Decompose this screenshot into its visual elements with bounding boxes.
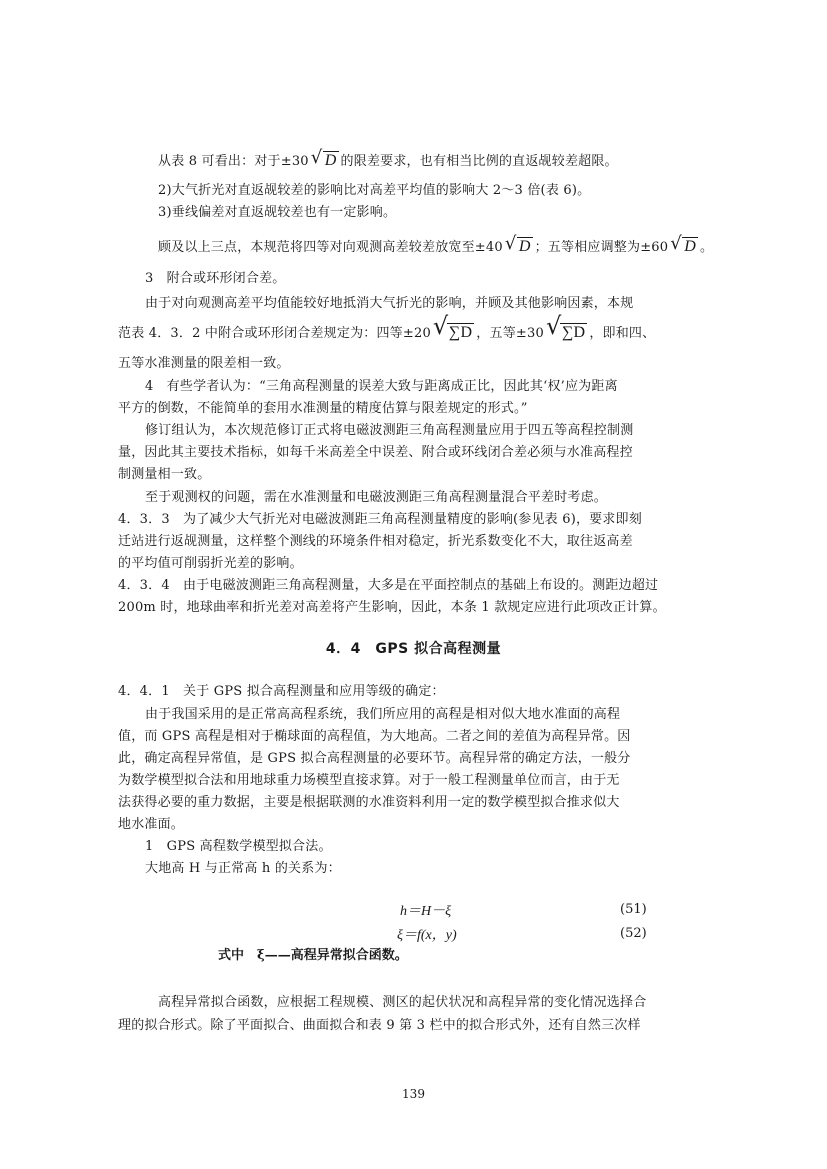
paragraph-line: 此，确定高程异常值，是 GPS 拟合高程测量的必要环节。高程异常的确定方法，一般分	[118, 751, 631, 766]
paragraph-line: 4．3．4 由于电磁波测距三角高程测量，大多是在平面控制点的基础上布设的。测距边超过	[118, 578, 659, 593]
formula-where-clause: 式中 ξ——高程异常拟合函数。	[218, 948, 408, 963]
formula-52: ξ＝f(x，y)	[397, 928, 457, 943]
formula-number-51: (51)	[620, 902, 647, 917]
paragraph-line	[158, 152, 618, 171]
paragraph-line: 法获得必要的重力数据，主要是根据联测的水准资料利用一定的数学模型拟合推求似大	[118, 795, 620, 810]
sqrt-sum-symbol	[433, 324, 474, 343]
paragraph-line: 4 有些学者认为：“三角高程测量的误差大致与距离成正比，因此其‘权’应为距离	[145, 379, 618, 394]
sqrt-symbol	[670, 238, 698, 257]
paragraph-line: 的平均值可削弱折光差的影响。	[118, 556, 303, 571]
sqrt-symbol	[505, 238, 533, 257]
paragraph-line: 高程异常拟合函数，应根据工程规模、测区的起伏状况和高程异常的变化情况选择合	[158, 995, 647, 1010]
paragraph-line: 五等水准测量的限差相一致。	[118, 356, 290, 371]
paragraph-line: 值，而 GPS 高程是相对于椭球面的高程值，为大地高。二者之间的差值为高程异常。因	[118, 729, 631, 744]
sqrt-argument: ∑D	[448, 324, 473, 341]
sqrt-argument: D	[324, 152, 337, 169]
paragraph-line: 4．3．3 为了减少大气折光对电磁波测距三角高程测量精度的影响(参见表 6)，要求即刻	[118, 512, 642, 527]
text-segment: 范表 4．3．2 中附合或环形闭合差规定为：四等±20	[118, 326, 431, 341]
section-title: 4．4 GPS 拟合高程测量	[325, 641, 502, 657]
text-segment: 从表 8 可看出：对于±30	[158, 154, 309, 169]
paragraph-line: 200m 时，地球曲率和折光差对高差将产生影响，因此，本条 1 款规定应进行此项改正计算。	[118, 600, 666, 615]
sqrt-argument: D	[518, 238, 531, 255]
list-item: 3)垂线偏差对直返觇较差也有一定影响。	[158, 205, 397, 220]
text-segment: 顾及以上三点，本规范将四等对向观测高差较差放宽至±40	[158, 240, 503, 255]
page-number: 139	[402, 1087, 425, 1101]
text-segment: ，即和四、	[589, 326, 656, 341]
paragraph-line: 平方的倒数，不能简单的套用水准测量的精度估算与限差规定的形式。”	[118, 401, 528, 416]
paragraph-line: 量，因此其主要技术指标，如每千米高差全中误差、附合或环线闭合差必须与水准高程控	[118, 445, 633, 460]
sqrt-symbol	[311, 152, 339, 171]
text-segment: ，五等±30	[476, 326, 544, 341]
sqrt-sum-symbol	[546, 324, 587, 343]
text-segment: 的限差要求，也有相当比例的直返觇较差超限。	[340, 154, 618, 169]
formula-number-52: (52)	[620, 926, 647, 941]
sqrt-argument: ∑D	[561, 324, 586, 341]
paragraph-line: 迁站进行返觇测量，这样整个测线的环境条件相对稳定，折光系数变化不大，取往返高差	[118, 534, 633, 549]
paragraph-line: 由于对向观测高差平均值能较好地抵消大气折光的影响，并顾及其他影响因素，本规	[145, 296, 634, 311]
paragraph-line: 理的拟合形式。除了平面拟合、曲面拟合和表 9 第 3 栏中的拟合形式外，还有自然三次样	[118, 1018, 641, 1033]
formula-51: h＝H－ξ	[400, 904, 452, 919]
paragraph-line: 大地高 H 与正常高 h 的关系为：	[145, 861, 341, 876]
text-segment: 。	[700, 240, 714, 255]
paragraph-line	[158, 238, 713, 257]
paragraph-line	[118, 324, 655, 343]
sqrt-argument: D	[684, 238, 697, 255]
paragraph-line: 修订组认为，本次规范修订正式将电磁波测距三角高程测量应用于四五等高程控制测	[145, 423, 634, 438]
paragraph-line: 至于观测权的问题，需在水准测量和电磁波测距三角高程测量混合平差时考虑。	[145, 490, 608, 505]
clause-heading: 1 GPS 高程数学模型拟合法。	[145, 839, 332, 854]
section-heading: 3 附合或环形闭合差。	[145, 271, 286, 286]
clause-heading: 4．4．1 关于 GPS 拟合高程测量和应用等级的确定：	[118, 684, 445, 699]
paragraph-line: 由于我国采用的是正常高高程系统，我们所应用的高程是相对似大地水准面的高程	[145, 707, 621, 722]
paragraph-line: 地水准面。	[118, 817, 185, 832]
paragraph-line: 为数学模型拟合法和用地球重力场模型直接求算。对于一般工程测量单位而言，由于无	[118, 773, 620, 788]
text-segment: ；五等相应调整为±60	[534, 240, 669, 255]
paragraph-line: 制测量相一致。	[118, 467, 211, 482]
list-item: 2)大气折光对直返觇较差的影响比对高差平均值的影响大 2～3 倍(表 6)。	[158, 183, 591, 198]
